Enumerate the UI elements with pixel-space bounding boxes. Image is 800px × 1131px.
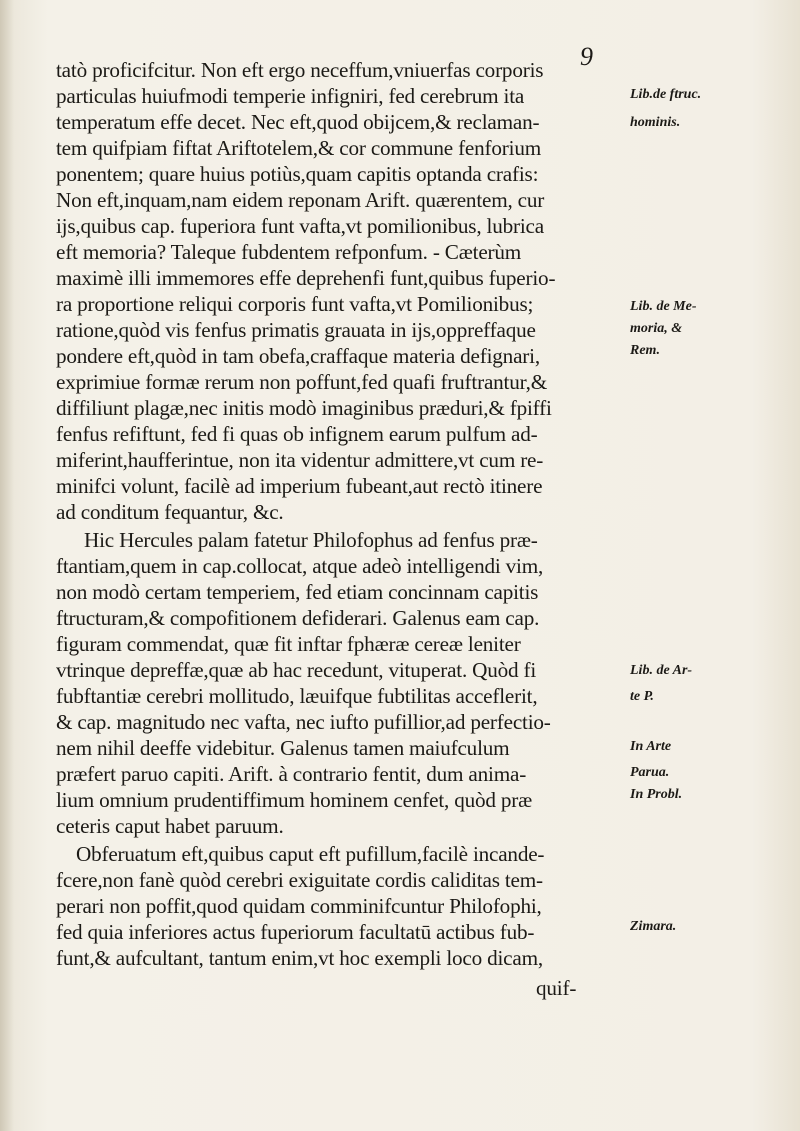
text-line: maximè illi immemores effe deprehenfi funt,quibus fuperio- xyxy=(56,266,556,290)
margin-note: te P. xyxy=(630,689,654,704)
text-line: figuram commendat, quæ fit inftar fphæræ cereæ leniter xyxy=(56,632,521,656)
text-line: tem quifpiam fiftat Ariftotelem,& cor commune fenforium xyxy=(56,136,541,160)
text-line: ceteris caput habet paruum. xyxy=(56,814,284,838)
catchword: quif- xyxy=(536,976,577,1000)
margin-note: In Probl. xyxy=(630,787,683,802)
text-line: minifci volunt, facilè ad imperium fubeant,aut rectò itinere xyxy=(56,474,543,498)
margin-notes xyxy=(630,0,800,1131)
text-line: miferint,haufferintue, non ita videntur admittere,vt cum re- xyxy=(56,448,544,472)
text-line: eft memoria? Taleque fubdentem refponfum. - Cæterùm xyxy=(56,240,522,264)
margin-note: hominis. xyxy=(630,115,681,130)
margin-note: Lib. de Ar- xyxy=(630,663,693,678)
text-line: fcere,non fanè quòd cerebri exiguitate cordis caliditas tem- xyxy=(56,868,543,892)
text-line: lium omnium prudentiffimum hominem cenfet, quòd præ xyxy=(56,788,533,812)
text-line: funt,& aufcultant, tantum enim,vt hoc exempli loco dicam, xyxy=(56,946,543,970)
text-line: temperatum effe decet. Nec eft,quod obijcem,& reclaman- xyxy=(56,110,540,134)
margin-note: Rem. xyxy=(630,343,660,358)
text-line: nem nihil deeffe videbitur. Galenus tamen maiufculum xyxy=(56,736,510,760)
text-line: Obferuatum eft,quibus caput eft pufillum,facilè incande- xyxy=(76,842,545,866)
text-line: præfert paruo capiti. Arift. à contrario fentit, dum anima- xyxy=(56,762,527,786)
text-line: fed quia inferiores actus fuperiorum facultatū actibus fub- xyxy=(56,920,535,944)
text-line: vtrinque depreffæ,quæ ab hac recedunt, vituperat. Quòd fi xyxy=(56,658,537,682)
text-line: Non eft,inquam,nam eidem reponam Arift. quærentem, cur xyxy=(56,188,545,212)
margin-note: Zimara. xyxy=(630,919,677,934)
margin-note: moria, & xyxy=(630,321,683,336)
text-line: & cap. magnitudo nec vafta, nec iufto pufillior,ad perfectio- xyxy=(56,710,551,734)
margin-note: Parua. xyxy=(630,765,670,780)
text-line: ftantiam,quem in cap.collocat, atque adeò intelligendi vim, xyxy=(56,554,544,578)
page-number: 9 xyxy=(580,42,593,71)
text-line: ad conditum fequantur, &c. xyxy=(56,500,284,524)
text-line: diffiliunt plagæ,nec initis modò imaginibus præduri,& fpiffi xyxy=(56,396,552,420)
margin-note: Lib.de ftruc. xyxy=(630,87,702,102)
text-line: fubftantiæ cerebri mollitudo, læuifque fubtilitas acceflerit, xyxy=(56,684,538,708)
text-line: tatò proficifcitur. Non eft ergo neceffum,vniuerfas corporis xyxy=(56,58,544,82)
page-gutter-shadow xyxy=(0,0,14,1131)
text-line: perari non poffit,quod quidam comminifcuntur Philofophi, xyxy=(56,894,542,918)
text-line: ftructuram,& compofitionem defiderari. Galenus eam cap. xyxy=(56,606,540,630)
text-line: exprimiue formæ rerum non poffunt,fed quafi fruftrantur,& xyxy=(56,370,548,394)
text-line: ijs,quibus cap. fuperiora funt vafta,vt pomilionibus, lubrica xyxy=(56,214,544,238)
text-line: pondere eft,quòd in tam obefa,craffaque materia defignari, xyxy=(56,344,540,368)
text-line: ratione,quòd vis fenfus primatis grauata in ijs,oppreffaque xyxy=(56,318,536,342)
text-line: fenfus refiftunt, fed fi quas ob infignem earum pulfum ad- xyxy=(56,422,538,446)
text-line: ponentem; quare huius potiùs,quam capitis optanda crafis: xyxy=(56,162,539,186)
text-line: particulas huiufmodi temperie infigniri, fed cerebrum ita xyxy=(56,84,525,108)
text-line: non modò certam temperiem, fed etiam concinnam capitis xyxy=(56,580,539,604)
margin-note: In Arte xyxy=(630,739,672,754)
margin-note: Lib. de Me- xyxy=(630,299,697,314)
text-line: ra proportione reliqui corporis funt vafta,vt Pomilionibus; xyxy=(56,292,534,316)
text-line: Hic Hercules palam fatetur Philofophus ad fenfus præ- xyxy=(84,528,538,552)
